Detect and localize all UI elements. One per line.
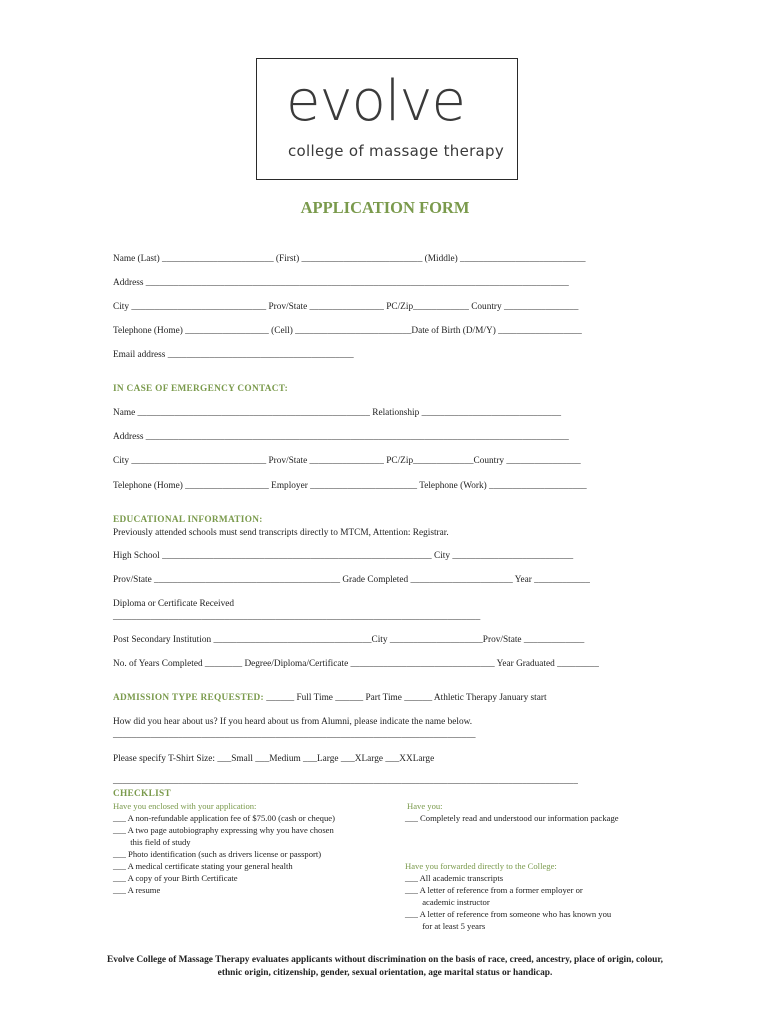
logo (256, 58, 518, 180)
admission-row (113, 693, 547, 703)
section-divider: ____________________________________________________________________________________________________ (113, 776, 578, 786)
non-discrimination-statement: Evolve College of Massage Therapy evaluates applicants without discrimination on the basis of race, creed, ancestry, place of origin, colour, ethnic origin, citizenship, gender, sexual orientation, age marital status or handicap. (106, 955, 664, 978)
checklist-heading: CHECKLIST (113, 789, 171, 799)
tshirt-size[interactable]: Please specify T-Shirt Size: ___Small ___Medium ___Large ___XLarge ___XXLarge (113, 754, 435, 764)
checklist-item[interactable]: ___ All academic transcripts (405, 873, 504, 883)
checklist-item[interactable]: ___ A letter of reference from someone who has known you (405, 909, 612, 919)
telephone-line[interactable]: Telephone (Home) __________________ (Cell) _________________________Date of Birth (D/M/Y) __________________ (113, 326, 582, 336)
checklist-item-continued: academic instructor (405, 897, 490, 907)
years-line[interactable]: No. of Years Completed ________ Degree/Diploma/Certificate _______________________________ Year Graduated _________ (113, 659, 599, 669)
address-line[interactable]: Address ___________________________________________________________________________________________ (113, 278, 569, 288)
checklist-item[interactable]: ___ A copy of your Birth Certificate (113, 873, 238, 883)
hear-about-us-line[interactable]: ______________________________________________________________________________ (113, 730, 476, 740)
emergency-city-line[interactable]: City _____________________________ Prov/State ________________ PC/Zip_____________Country ________________ (113, 456, 581, 466)
high-school-line[interactable]: High School __________________________________________________________ City __________________________ (113, 551, 574, 561)
checklist-item[interactable]: ___ A medical certificate stating your general health (113, 861, 293, 871)
hear-about-us: How did you hear about us? If you heard about us from Alumni, please indicate the name below. (113, 717, 473, 727)
emergency-heading: IN CASE OF EMERGENCY CONTACT: (113, 384, 289, 394)
checklist-item[interactable]: ___ Photo identification (such as drivers license or passport) (113, 849, 322, 859)
admission-options[interactable]: ______ Full Time ______ Part Time ______ Athletic Therapy January start (263, 693, 547, 703)
checklist-item[interactable]: ___ A two page autobiography expressing why you have chosen (113, 825, 334, 835)
post-secondary-line[interactable]: Post Secondary Institution __________________________________City ____________________Prov/State _____________ (113, 635, 585, 645)
emergency-telephone-line[interactable]: Telephone (Home) __________________ Employer _______________________ Telephone (Work) _____________________ (113, 481, 587, 491)
page-title: APPLICATION FORM (300, 198, 470, 217)
emergency-address-line[interactable]: Address ___________________________________________________________________________________________ (113, 432, 569, 442)
checklist-right-heading: Have you: (407, 801, 443, 811)
admission-heading: ADMISSION TYPE REQUESTED: (113, 693, 264, 703)
education-heading: EDUCATIONAL INFORMATION: (113, 515, 263, 525)
education-prov-state-line[interactable]: Prov/State ________________________________________ Grade Completed ______________________ Year ____________ (113, 575, 590, 585)
email-line[interactable]: Email address ________________________________________ (113, 350, 354, 360)
emergency-name-line[interactable]: Name __________________________________________________ Relationship ______________________________ (113, 408, 562, 418)
checklist-item[interactable]: ___ A non-refundable application fee of $75.00 (cash or cheque) (113, 813, 335, 823)
checklist-item[interactable]: ___ A letter of reference from a former employer or (405, 885, 583, 895)
diploma-line[interactable]: _______________________________________________________________________________ (113, 612, 481, 622)
checklist-item[interactable]: ___ A resume (113, 885, 161, 895)
logo-wordmark: evolve (286, 69, 466, 134)
checklist-item-continued: for at least 5 years (405, 921, 486, 931)
checklist-left-heading: Have you enclosed with your application: (113, 801, 257, 811)
city-line[interactable]: City _____________________________ Prov/State ________________ PC/Zip____________ Country ________________ (113, 302, 579, 312)
logo-subtitle: college of massage therapy (288, 142, 505, 160)
checklist-item-continued: this field of study (113, 837, 191, 847)
checklist-item[interactable]: ___ Completely read and understood our information package (405, 813, 619, 823)
education-note: Previously attended schools must send transcripts directly to MTCM, Attention: Registrar. (113, 528, 449, 538)
diploma-label: Diploma or Certificate Received (113, 599, 235, 609)
checklist-forwarded-heading: Have you forwarded directly to the College: (405, 861, 557, 871)
name-line[interactable]: Name (Last) ________________________ (First) __________________________ (Middle) ___________________________ (113, 254, 586, 264)
